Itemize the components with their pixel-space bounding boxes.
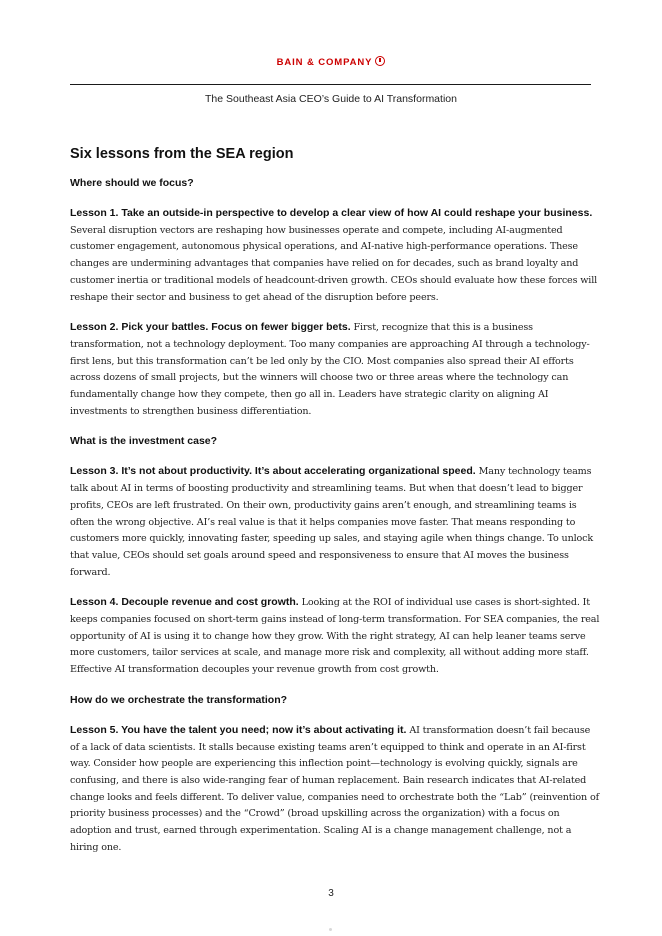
lesson-2	[70, 319, 600, 420]
lesson-5-lead: Lesson 5. You have the talent you need; now it’s about activating it.	[70, 723, 407, 736]
logo-mark-icon	[375, 56, 385, 66]
section-title: Six lessons from the SEA region	[70, 146, 294, 162]
subhead-focus: Where should we focus?	[70, 177, 194, 189]
lesson-1	[70, 205, 600, 306]
page-number: 3	[328, 888, 334, 899]
lesson-3-body: Many technology teams talk about AI in terms of boosting productivity and streamlining teams. But when that doesn’t lead to bigger profits, CEOs are left frustrated. On their own, productivity gains aren’t enough, and streamlining teams is often the wrong objective. AI’s real value is that it helps companies move faster. That means responding to customers more quickly, innovating faster, speeding up sales, and staying agile when things change. To unlock that value, CEOs should set goals around speed and responsiveness to ensure that AI moves the business forward.	[70, 466, 594, 578]
lesson-4-body: Looking at the ROI of individual use cases is short-sighted. It keeps companies focused on short-term gains instead of long-term transformation. For SEA companies, the real opportunity of AI is using it to change how they grow. With the right strategy, AI can help leaner teams serve more customers, tailor services at scale, and manage more risk and complexity, all without adding more staff. Effective AI transformation decouples your revenue growth from cost growth.	[70, 597, 600, 676]
footer-dot	[329, 928, 332, 931]
lesson-5	[70, 722, 600, 857]
lesson-1-body: Several disruption vectors are reshaping how businesses operate and compete, including AI-augmented customer engagement, autonomous physical operations, and AI-native high-performance operations. These changes are undermining advantages that companies have relied on for decades, such as brand loyalty and customer inertia or traditional models of headcount-driven growth. CEOs should evaluate how these forces will reshape their sector and business to get ahead of the disruption before peers.	[70, 224, 598, 303]
subhead-investment: What is the investment case?	[70, 435, 218, 448]
lesson-2-body: First, recognize that this is a business transformation, not a technology deployment. Too many companies are approaching AI through a technology-first lens, but this transformation can’t be led only by the CIO. Most companies also spread their AI efforts across dozens of small projects, but the winners will choose two or three areas where the technology can fundamentally change how they compete, then go all in. Leaders have strategic clarity on aligning AI investments to strengthen business differentiation.	[70, 322, 590, 417]
logo-text: BAIN & COMPANY	[276, 57, 373, 68]
lesson-5-body: AI transformation doesn’t fail because of a lack of data scientists. It stalls because existing teams aren’t equipped to think and operate in an AI-first way. Consider how people are experiencing this inflection point—technology is evolving quickly, signals are confusing, and there is also wide-ranging fear of human replacement. Bain research indicates that AI-related change looks and feels different. To deliver value, companies need to orchestrate both the “Lab” (reinvention of priority business processes) and the “Crowd” (broad upskilling across the organization) with a focus on adoption and trust, earned through experimentation. Scaling AI is a change management challenge, not a hiring one.	[70, 724, 599, 853]
document-title: The Southeast Asia CEO’s Guide to AI Transformation	[205, 93, 457, 105]
lesson-1-lead: Lesson 1. Take an outside-in perspective to develop a clear view of how AI could reshape your business.	[70, 207, 593, 219]
page-content	[70, 146, 600, 870]
company-logo	[0, 57, 662, 68]
lesson-4	[70, 594, 600, 679]
subhead-orchestrate: How do we orchestrate the transformation?	[70, 693, 288, 706]
header-divider	[70, 84, 591, 85]
lesson-4-lead: Lesson 4. Decouple revenue and cost growth.	[70, 596, 299, 609]
lesson-2-lead: Lesson 2. Pick your battles. Focus on fewer bigger bets.	[70, 321, 351, 334]
lesson-3	[70, 463, 600, 581]
lesson-3-lead: Lesson 3. It’s not about productivity. It’s about accelerating organizational speed.	[70, 465, 476, 478]
